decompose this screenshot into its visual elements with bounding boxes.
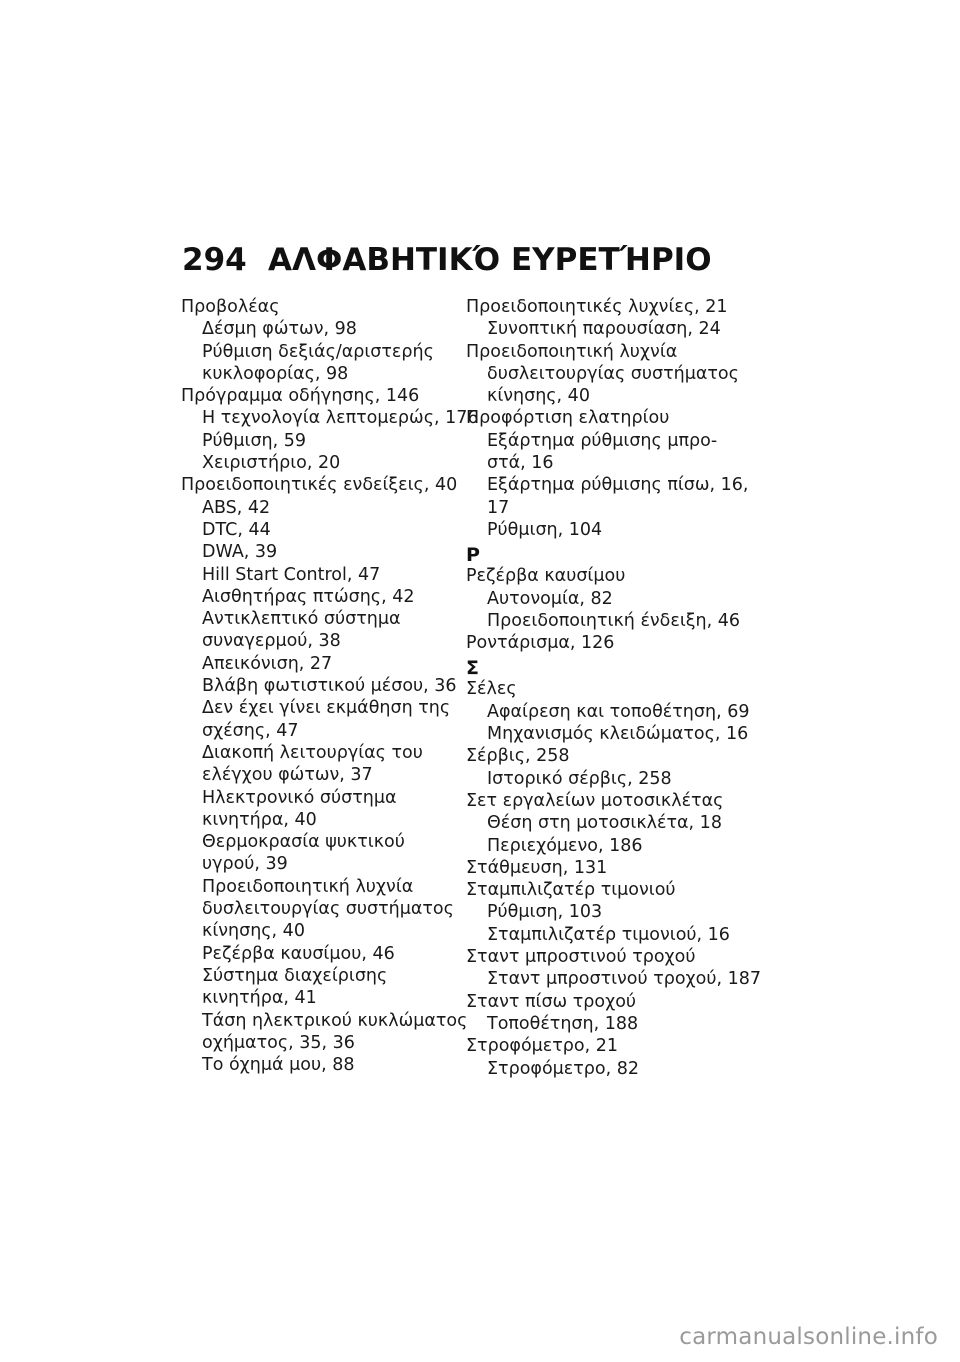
index-subentry: Ρύθμιση, 104	[487, 519, 603, 540]
index-subentry: Δεν έχει γίνει εκμάθηση της	[202, 698, 451, 719]
index-entry: Στροφόμετρο, 21	[466, 1036, 618, 1057]
index-subentry: Περιεχόμενο, 186	[487, 835, 643, 856]
index-subentry: Τοποθέτηση, 188	[487, 1013, 639, 1034]
index-letter-heading: Σ	[466, 657, 479, 680]
index-subentry: Αντικλεπτικό σύστημα	[202, 609, 401, 630]
index-entry: Σταμπιλιζατέρ τιμονιού	[466, 880, 676, 901]
index-subentry: Μηχανισμός κλειδώματος, 16	[487, 724, 749, 745]
index-subentry: Ιστορικό σέρβις, 258	[487, 768, 672, 789]
index-entry: Στάθμευση, 131	[466, 857, 608, 878]
index-column-right	[466, 296, 762, 1080]
index-subentry: Σταμπιλιζατέρ τιμονιού, 16	[487, 924, 730, 945]
index-subentry: ελέγχου φώτων, 37	[202, 765, 373, 786]
index-subentry: υγρού, 39	[202, 854, 288, 875]
index-entry: Προφόρτιση ελατηρίου	[466, 408, 670, 429]
index-subentry: Το όχημά μου, 88	[202, 1055, 355, 1076]
index-subentry: Ηλεκτρονικό σύστημα	[202, 787, 397, 808]
index-entry: Πρόγραμμα οδήγησης, 146	[181, 386, 420, 407]
index-entry: Προβολέας	[181, 297, 280, 317]
index-subentry: Δέσμη φώτων, 98	[202, 319, 357, 340]
index-entry: Σταντ πίσω τροχού	[466, 991, 637, 1012]
index-subentry: Τάση ηλεκτρικού κυκλώματος	[202, 1010, 468, 1031]
index-subentry: Εξάρτημα ρύθμισης πίσω, 16,	[487, 475, 749, 496]
index-subentry: Προειδοποιητική λυχνία	[202, 876, 414, 897]
index-subentry: κυκλοφορίας, 98	[202, 363, 349, 384]
index-letter-heading: Ρ	[466, 544, 480, 567]
index-subentry: Η τεχνολογία λεπτομερώς, 176	[202, 408, 479, 429]
index-subentry: κίνησης, 40	[487, 386, 590, 407]
index-subentry: συναγερμού, 38	[202, 631, 341, 652]
page-title: ΑΛΦΑΒΗΤΙΚΌ ΕΥΡΕΤΉΡΙΟ	[268, 242, 712, 278]
index-subentry: κινητήρα, 41	[202, 988, 317, 1009]
index-subentry: Θερμοκρασία ψυκτικού	[202, 832, 405, 853]
index-entry: Σετ εργαλείων μοτοσικλέτας	[466, 790, 724, 811]
index-entry: Σέρβις, 258	[466, 746, 570, 767]
index-subentry: 17	[487, 497, 510, 518]
index-subentry: δυσλειτουργίας συστήματος	[202, 899, 454, 920]
index-entry: Προειδοποιητικές ενδείξεις, 40	[181, 475, 458, 496]
index-subentry: Προειδοποιητική ένδειξη, 46	[487, 610, 741, 631]
index-subentry: δυσλειτουργίας συστήματος	[487, 363, 739, 384]
index-subentry: Βλάβη φωτιστικού μέσου, 36	[202, 676, 457, 697]
index-subentry: οχήματος, 35, 36	[202, 1032, 355, 1053]
index-subentry: Διακοπή λειτουργίας του	[202, 742, 423, 763]
index-subentry: Εξάρτημα ρύθμισης μπρο-	[487, 430, 718, 451]
index-entry: Σταντ μπροστινού τροχού	[466, 947, 696, 968]
index-entry: Προειδοποιητική λυχνία	[466, 341, 678, 362]
index-subentry: Θέση στη μοτοσικλέτα, 18	[487, 813, 722, 834]
index-subentry: Συνοπτική παρουσίαση, 24	[487, 319, 721, 340]
index-subentry: Αυτονομία, 82	[487, 588, 613, 609]
index-subentry: Σταντ μπροστινού τροχού, 187	[487, 969, 762, 990]
index-entry: Προειδοποιητικές λυχνίες, 21	[466, 297, 728, 317]
index-subentry: κινητήρα, 40	[202, 809, 317, 830]
index-subentry: DWA, 39	[202, 542, 278, 563]
index-subentry: Απεικόνιση, 27	[202, 653, 333, 674]
index-subentry: Hill Start Control, 47	[202, 564, 381, 585]
index-subentry: Ρύθμιση δεξιάς/αριστερής	[202, 341, 434, 362]
index-subentry: Ρεζέρβα καυσίμου, 46	[202, 943, 395, 964]
index-column-left	[181, 296, 479, 1076]
index-subentry: Σύστημα διαχείρισης	[202, 965, 388, 986]
page-header	[182, 236, 782, 284]
index-subentry: κίνησης, 40	[202, 921, 305, 942]
page-number: 294	[182, 242, 247, 278]
index-subentry: σχέσης, 47	[202, 720, 299, 741]
index-subentry: Αισθητήρας πτώσης, 42	[202, 586, 415, 607]
index-subentry: στά, 16	[487, 453, 554, 474]
index-subentry: Ρύθμιση, 103	[487, 902, 603, 923]
index-entry: Ρεζέρβα καυσίμου	[466, 566, 626, 587]
index-subentry: Χειριστήριο, 20	[202, 453, 341, 474]
index-subentry: Στροφόμετρο, 82	[487, 1058, 639, 1079]
watermark: carmanualsonline.info	[679, 1324, 938, 1350]
index-entry: Ροντάρισμα, 126	[466, 633, 615, 654]
index-subentry: Αφαίρεση και τοποθέτηση, 69	[487, 701, 750, 722]
index-subentry: Ρύθμιση, 59	[202, 430, 307, 451]
index-entry: Σέλες	[466, 679, 517, 700]
index-subentry: ABS, 42	[202, 497, 271, 518]
index-subentry: DTC, 44	[202, 519, 271, 540]
